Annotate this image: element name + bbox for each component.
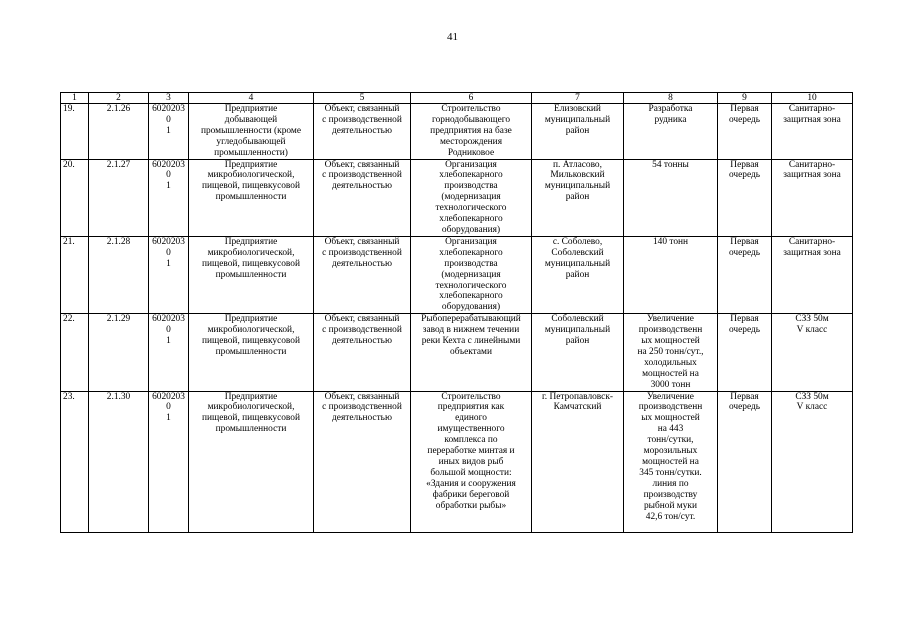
location-cell: Елизовский муниципальный район bbox=[532, 104, 624, 160]
code-cell: 2.1.28 bbox=[89, 236, 149, 313]
id-cell: 60202030 1 bbox=[149, 314, 189, 391]
capacity-cell: Увеличение производственн ых мощностей на 250 тонн/сут., холодильных мощностей на 3000 тонн bbox=[624, 314, 718, 391]
priority-cell: Первая очередь bbox=[718, 236, 772, 313]
column-header: 10 bbox=[772, 93, 853, 104]
capacity-cell: Увеличение производственн ых мощностей на 443 тонн/сутки, морозильных мощностей на 345 тонн/сутки. линия по производству рыбной муки 42,6 тон/сут. bbox=[624, 391, 718, 532]
capacity-cell: 140 тонн bbox=[624, 236, 718, 313]
row-number-cell: 20. bbox=[61, 159, 89, 236]
table-row bbox=[61, 314, 853, 391]
location-cell: п. Атласово, Мильковский муниципальный район bbox=[532, 159, 624, 236]
type-cell: Предприятие микробиологической, пищевой, пищевкусовой промышленности bbox=[189, 314, 314, 391]
column-header: 1 bbox=[61, 93, 89, 104]
code-cell: 2.1.29 bbox=[89, 314, 149, 391]
capacity-cell: Разработка рудника bbox=[624, 104, 718, 160]
zone-cell: Санитарно- защитная зона bbox=[772, 159, 853, 236]
table-header-row bbox=[61, 93, 853, 104]
type-cell: Предприятие добывающей промышленности (кроме угледобывающей промышленности) bbox=[189, 104, 314, 160]
table-row bbox=[61, 391, 853, 532]
row-number-cell: 23. bbox=[61, 391, 89, 532]
type-cell: Предприятие микробиологической, пищевой, пищевкусовой промышленности bbox=[189, 159, 314, 236]
id-cell: 60202030 1 bbox=[149, 236, 189, 313]
location-cell: Соболевский муниципальный район bbox=[532, 314, 624, 391]
row-number-cell: 21. bbox=[61, 236, 89, 313]
description-cell: Строительство горнодобывающего предприятия на базе месторождения Родниковое bbox=[411, 104, 532, 160]
column-header: 9 bbox=[718, 93, 772, 104]
description-cell: Строительство предприятия как единого имущественного комплекса по переработке минтая и иных видов рыб большой мощности: «Здания и сооружения фабрики береговой обработки рыбы» bbox=[411, 391, 532, 532]
row-number-cell: 22. bbox=[61, 314, 89, 391]
object-cell: Объект, связанный с производственной деятельностью bbox=[314, 159, 411, 236]
priority-cell: Первая очередь bbox=[718, 104, 772, 160]
description-cell: Рыбоперерабатывающий завод в нижнем течении реки Кехта с линейными объектами bbox=[411, 314, 532, 391]
description-cell: Организация хлебопекарного производства (модернизация технологического хлебопекарного оборудования) bbox=[411, 236, 532, 313]
data-table bbox=[60, 92, 853, 533]
row-number-cell: 19. bbox=[61, 104, 89, 160]
zone-cell: СЗЗ 50м V класс bbox=[772, 391, 853, 532]
table-row bbox=[61, 236, 853, 313]
column-header: 6 bbox=[411, 93, 532, 104]
column-header: 8 bbox=[624, 93, 718, 104]
object-cell: Объект, связанный с производственной деятельностью bbox=[314, 314, 411, 391]
object-cell: Объект, связанный с производственной деятельностью bbox=[314, 391, 411, 532]
zone-cell: Санитарно- защитная зона bbox=[772, 236, 853, 313]
priority-cell: Первая очередь bbox=[718, 314, 772, 391]
code-cell: 2.1.30 bbox=[89, 391, 149, 532]
column-header: 3 bbox=[149, 93, 189, 104]
location-cell: г. Петропавловск- Камчатский bbox=[532, 391, 624, 532]
table-row bbox=[61, 159, 853, 236]
object-cell: Объект, связанный с производственной деятельностью bbox=[314, 104, 411, 160]
column-header: 5 bbox=[314, 93, 411, 104]
column-header: 7 bbox=[532, 93, 624, 104]
code-cell: 2.1.26 bbox=[89, 104, 149, 160]
page-number: 41 bbox=[447, 31, 458, 43]
type-cell: Предприятие микробиологической, пищевой, пищевкусовой промышленности bbox=[189, 391, 314, 532]
table-row bbox=[61, 104, 853, 160]
code-cell: 2.1.27 bbox=[89, 159, 149, 236]
id-cell: 60202030 1 bbox=[149, 391, 189, 532]
column-header: 2 bbox=[89, 93, 149, 104]
zone-cell: Санитарно- защитная зона bbox=[772, 104, 853, 160]
priority-cell: Первая очередь bbox=[718, 391, 772, 532]
column-header: 4 bbox=[189, 93, 314, 104]
description-cell: Организация хлебопекарного производства (модернизация технологического хлебопекарного оборудования) bbox=[411, 159, 532, 236]
capacity-cell: 54 тонны bbox=[624, 159, 718, 236]
type-cell: Предприятие микробиологической, пищевой, пищевкусовой промышленности bbox=[189, 236, 314, 313]
id-cell: 60202030 1 bbox=[149, 159, 189, 236]
id-cell: 60202030 1 bbox=[149, 104, 189, 160]
location-cell: с. Соболево, Соболевский муниципальный район bbox=[532, 236, 624, 313]
priority-cell: Первая очередь bbox=[718, 159, 772, 236]
object-cell: Объект, связанный с производственной деятельностью bbox=[314, 236, 411, 313]
zone-cell: СЗЗ 50м V класс bbox=[772, 314, 853, 391]
